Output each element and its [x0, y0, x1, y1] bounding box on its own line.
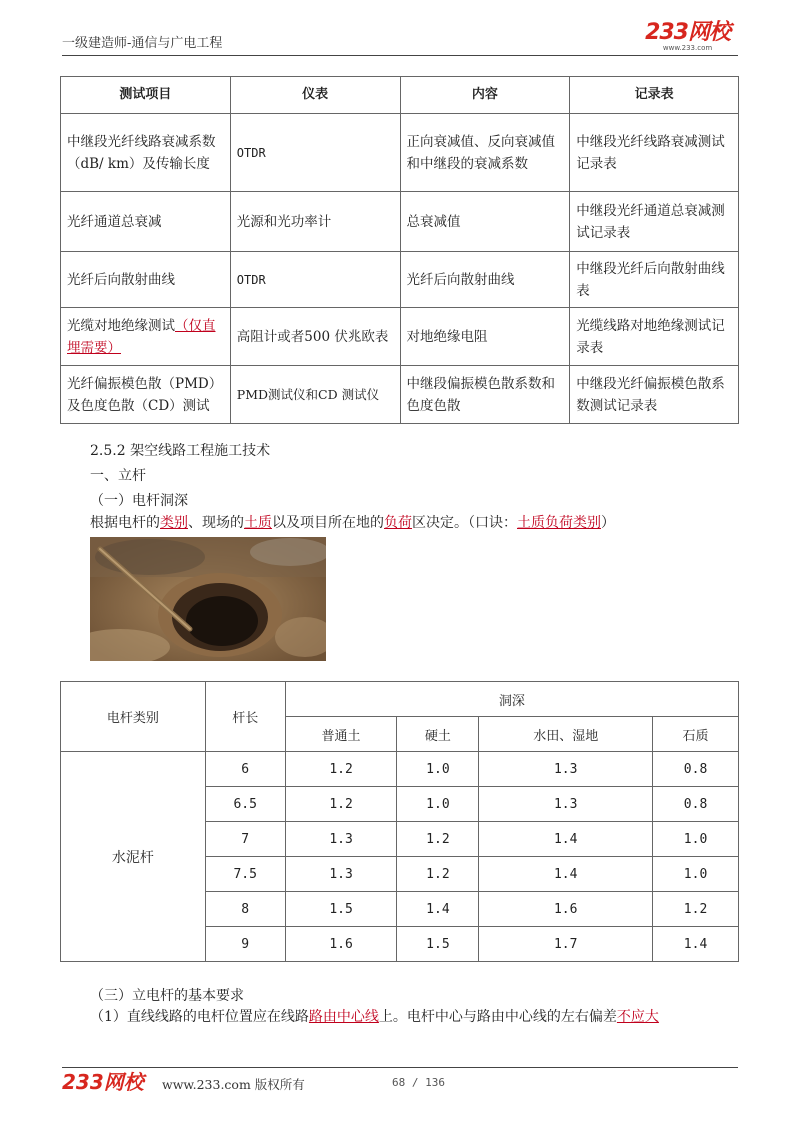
header-soil: 硬土	[397, 717, 479, 752]
section-heading: 2.5.2 架空线路工程施工技术	[90, 443, 271, 459]
cell-depth: 1.2	[397, 857, 479, 892]
cell-depth: 1.3	[479, 787, 653, 822]
cell-content: 对地绝缘电阻	[400, 308, 570, 366]
keyword-load: 负荷	[384, 515, 412, 531]
cell-item	[61, 308, 231, 366]
cell-record: 中继段光纤线路衰减测试记录表	[570, 114, 739, 192]
table-row	[61, 752, 739, 787]
cell-depth: 1.2	[285, 752, 397, 787]
table-row	[61, 366, 739, 424]
cell-depth: 1.5	[285, 892, 397, 927]
cell-instrument: OTDR	[230, 114, 400, 192]
cell-length: 6	[205, 752, 285, 787]
cell-depth: 0.8	[653, 752, 739, 787]
keyword-route-centerline: 路由中心线	[308, 1009, 379, 1025]
cell-depth: 1.4	[479, 857, 653, 892]
cell-instrument: 光源和光功率计	[230, 192, 400, 252]
header-pole-type: 电杆类别	[61, 682, 206, 752]
cell-depth: 1.3	[285, 857, 397, 892]
subheading-pole-requirements: （三）立电杆的基本要求	[90, 988, 244, 1004]
table-row	[61, 252, 739, 308]
brand-logo[interactable]	[645, 22, 730, 52]
cell-depth: 1.2	[397, 822, 479, 857]
cell-depth: 1.0	[653, 857, 739, 892]
cell-depth: 1.3	[285, 822, 397, 857]
cell-item: 光纤通道总衰减	[61, 192, 231, 252]
cell-length: 6.5	[205, 787, 285, 822]
hole-depth-paragraph	[90, 512, 615, 532]
header-cell: 内容	[400, 77, 570, 114]
cell-instrument: 高阻计或者500 伏兆欧表	[230, 308, 400, 366]
header-pole-length: 杆长	[205, 682, 285, 752]
keyword-mnemonic: 土质负荷类别	[517, 515, 601, 531]
cell-item: 光纤偏振模色散（PMD）及色度色散（CD）测试	[61, 366, 231, 424]
page-footer	[62, 1071, 738, 1095]
table-row	[61, 114, 739, 192]
cell-length: 9	[205, 927, 285, 962]
footer-logo[interactable]: 233网校	[62, 1070, 144, 1094]
table-row	[61, 192, 739, 252]
item-main: 光缆对地绝缘测试	[67, 317, 175, 334]
header-cell: 记录表	[570, 77, 739, 114]
keyword-should-not-exceed: 不应大	[616, 1009, 659, 1025]
footer-divider	[62, 1067, 738, 1068]
header-title: 一级建造师-通信与广电工程	[62, 36, 223, 51]
cell-depth: 1.4	[479, 822, 653, 857]
cell-length: 7	[205, 822, 285, 857]
cell-record: 中继段光纤后向散射曲线表	[570, 252, 739, 308]
logo-url: www.233.com	[662, 44, 713, 52]
cell-depth: 1.7	[479, 927, 653, 962]
header-divider	[62, 55, 738, 56]
table-header-row	[61, 77, 739, 114]
cell-item: 中继段光纤线路衰减系数（dB/ km）及传输长度	[61, 114, 231, 192]
cell-depth: 1.4	[397, 892, 479, 927]
footer-copyright: www.233.com 版权所有	[162, 1077, 305, 1092]
cell-record: 中继段光纤偏振模色散系数测试记录表	[570, 366, 739, 424]
header-hole-depth: 洞深	[285, 682, 738, 717]
cell-instrument: PMD测试仪和CD 测试仪	[230, 366, 400, 424]
cell-depth: 1.6	[479, 892, 653, 927]
item-note-highlight: （仅直埋需要）	[67, 317, 216, 356]
hole-depth-table	[60, 681, 739, 962]
header-soil: 普通土	[285, 717, 397, 752]
test-items-table	[60, 76, 739, 424]
logo-text: 233网校	[645, 20, 730, 45]
page-number: 68 / 136	[392, 1076, 445, 1089]
cell-depth: 1.0	[397, 752, 479, 787]
table-row	[61, 308, 739, 366]
cell-pole-type: 水泥杆	[61, 752, 206, 962]
cell-content: 中继段偏振模色散系数和色度色散	[400, 366, 570, 424]
text: 根据电杆的	[90, 515, 160, 531]
requirement-line-1	[90, 1006, 659, 1026]
subheading-hole-depth: （一）电杆洞深	[90, 493, 188, 509]
header-soil: 石质	[653, 717, 739, 752]
cell-depth: 0.8	[653, 787, 739, 822]
cell-record: 中继段光纤通道总衰减测试记录表	[570, 192, 739, 252]
header-soil: 水田、湿地	[479, 717, 653, 752]
text: 上。电杆中心与路由中心线的左右偏差	[378, 1009, 617, 1025]
cell-depth: 1.2	[653, 892, 739, 927]
text: ）	[601, 515, 615, 531]
pole-hole-photo	[90, 537, 326, 661]
cell-depth: 1.2	[285, 787, 397, 822]
cell-depth: 1.3	[479, 752, 653, 787]
header-cell: 测试项目	[61, 77, 231, 114]
cell-depth: 1.0	[653, 822, 739, 857]
text: 区决定。（口诀：	[412, 515, 517, 531]
keyword-soil: 土质	[244, 515, 272, 531]
cell-depth: 1.0	[397, 787, 479, 822]
keyword-category: 类别	[160, 515, 188, 531]
cell-length: 7.5	[205, 857, 285, 892]
text: 以及项目所在地的	[272, 515, 384, 531]
cell-length: 8	[205, 892, 285, 927]
cell-content: 正向衰减值、反向衰减值和中继段的衰减系数	[400, 114, 570, 192]
cell-content: 总衰减值	[400, 192, 570, 252]
page-header	[62, 0, 738, 56]
subheading-pole: 一、立杆	[90, 468, 146, 484]
cell-depth: 1.5	[397, 927, 479, 962]
cell-depth: 1.6	[285, 927, 397, 962]
header-cell: 仪表	[230, 77, 400, 114]
cell-item: 光纤后向散射曲线	[61, 252, 231, 308]
cell-depth: 1.4	[653, 927, 739, 962]
text: 、现场的	[188, 515, 244, 531]
cell-instrument: OTDR	[230, 252, 400, 308]
cell-record: 光缆线路对地绝缘测试记录表	[570, 308, 739, 366]
text: （1）直线线路的电杆位置应在线路	[90, 1009, 309, 1025]
table-header-row	[61, 682, 739, 717]
cell-content: 光纤后向散射曲线	[400, 252, 570, 308]
